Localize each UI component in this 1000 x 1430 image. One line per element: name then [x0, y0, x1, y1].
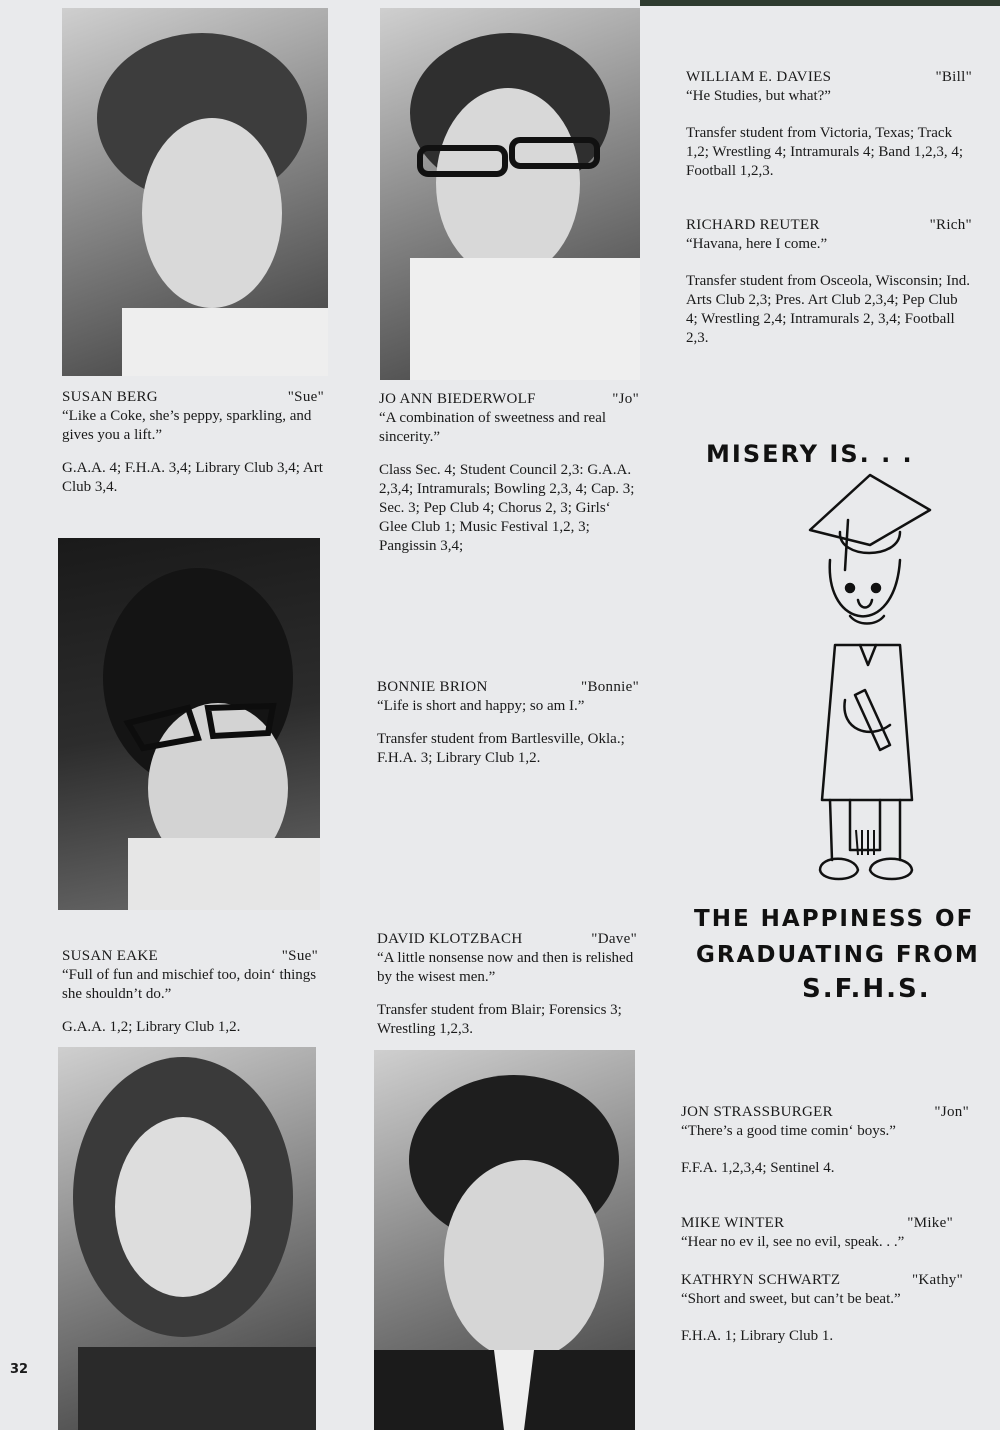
student-nickname: "Rich"	[929, 217, 972, 233]
student-quote: “Life is short and happy; so am I.”	[377, 698, 585, 714]
student-nickname: "Kathy"	[911, 1272, 963, 1288]
student-nickname: "Mike"	[907, 1215, 953, 1231]
student-quote: “Like a Coke, she’s peppy, sparkling, and gives you a lift.”	[62, 408, 312, 443]
entry-susan-berg	[62, 388, 324, 497]
student-activities: Transfer student from Victoria, Texas; Track 1,2; Wrestling 4; Intramurals 4; Band 1,2,3, 4; Football 1,2,3.	[686, 125, 964, 179]
entry-bonnie-brion	[377, 678, 639, 768]
student-activities: Transfer student from Bartlesville, Okla.; F.H.A. 3; Library Club 1,2.	[377, 731, 625, 766]
student-quote: “Havana, here I come.”	[686, 236, 828, 252]
entry-mike-winter	[681, 1214, 953, 1252]
student-name: DAVID KLOTZBACH	[377, 931, 523, 947]
student-activities: Transfer student from Osceola, Wisconsin; Ind. Arts Club 2,3; Pres. Art Club 2,3,4; Pep Club 4; Wrestling 2,4; Intramurals 2, 3,4; Football 2,3.	[686, 273, 970, 346]
entry-jon-strassburger	[681, 1103, 969, 1178]
student-nickname: "Bill"	[935, 69, 972, 85]
student-activities: F.H.A. 1; Library Club 1.	[681, 1328, 834, 1344]
cartoon-caption-line-1: THE HAPPINESS OF	[694, 906, 975, 932]
student-name: MIKE WINTER	[681, 1215, 785, 1231]
entry-susan-eake	[62, 947, 318, 1037]
student-quote: “There’s a good time comin‘ boys.”	[681, 1123, 896, 1139]
student-quote: “A combination of sweetness and real sincerity.”	[379, 410, 607, 445]
cartoon-caption-line-3: S.F.H.S.	[802, 974, 931, 1004]
student-name: SUSAN BERG	[62, 389, 158, 405]
student-quote: “He Studies, but what?”	[686, 88, 831, 104]
student-quote: “Short and sweet, but can’t be beat.”	[681, 1291, 901, 1307]
page-number: 32	[10, 1362, 29, 1377]
student-name: SUSAN EAKE	[62, 948, 158, 964]
student-name: KATHRYN SCHWARTZ	[681, 1272, 841, 1288]
student-name: RICHARD REUTER	[686, 217, 820, 233]
student-quote: “A little nonsense now and then is relished by the wisest men.”	[377, 950, 634, 985]
student-name: WILLIAM E. DAVIES	[686, 69, 832, 85]
student-quote: “Hear no ev il, see no evil, speak. . .”	[681, 1234, 905, 1250]
student-nickname: "Jo"	[612, 391, 639, 407]
student-name: BONNIE BRION	[377, 679, 488, 695]
portrait-photo-susan-eake	[58, 1047, 316, 1430]
portrait-photo-jo-ann-biederwolf	[380, 8, 640, 380]
portrait-photo-david-klotzbach	[374, 1050, 635, 1430]
student-name: JO ANN BIEDERWOLF	[379, 391, 536, 407]
student-nickname: "Bonnie"	[581, 679, 639, 695]
student-nickname: "Sue"	[281, 948, 318, 964]
student-activities: F.F.A. 1,2,3,4; Sentinel 4.	[681, 1160, 835, 1176]
student-nickname: "Sue"	[287, 389, 324, 405]
student-activities: G.A.A. 4; F.H.A. 3,4; Library Club 3,4; Art Club 3,4.	[62, 460, 323, 495]
student-activities: Transfer student from Blair; Forensics 3; Wrestling 1,2,3.	[377, 1002, 622, 1037]
student-activities: G.A.A. 1,2; Library Club 1,2.	[62, 1019, 241, 1035]
entry-david-klotzbach	[377, 930, 637, 1039]
portrait-photo-susan-berg	[62, 8, 328, 376]
page-top-edge	[640, 0, 1000, 6]
student-name: JON STRASSBURGER	[681, 1104, 833, 1120]
student-nickname: "Dave"	[591, 931, 637, 947]
student-activities: Class Sec. 4; Student Council 2,3: G.A.A. 2,3,4; Intramurals; Bowling 2,3, 4; Cap. 3; Sec. 3; Pep Club 4; Chorus 2, 3; Girls‘ Glee Club 1; Music Festival 1,2, 3; Pangissin 3,4;	[379, 462, 635, 554]
entry-kathryn-schwartz	[681, 1271, 963, 1346]
student-nickname: "Jon"	[934, 1104, 969, 1120]
student-quote: “Full of fun and mischief too, doin‘ things she shouldn’t do.”	[62, 967, 317, 1002]
graduate-cartoon-illustration	[800, 470, 940, 890]
portrait-photo-bonnie-brion	[58, 538, 320, 910]
cartoon-caption-line-2: GRADUATING FROM	[696, 942, 980, 968]
entry-william-davies	[686, 68, 972, 181]
cartoon-heading: MISERY IS. . .	[706, 440, 914, 468]
entry-richard-reuter	[686, 216, 972, 348]
entry-jo-ann-biederwolf	[379, 390, 639, 556]
